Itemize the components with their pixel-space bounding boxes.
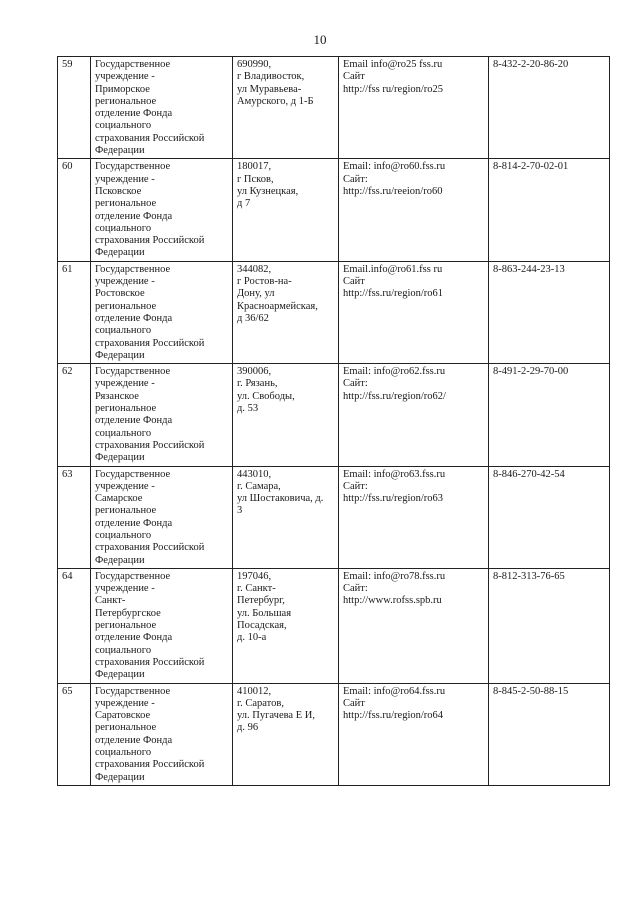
table-row <box>58 261 610 363</box>
postal-address: 197046, г. Санкт- Петербург, ул. Большая Посадская, д. 10-а <box>233 568 339 683</box>
row-number: 59 <box>58 57 91 159</box>
email-and-website: Email: info@ro60.fss.ru Сайт: http://fss.ru/reeion/ro60 <box>339 159 489 261</box>
row-number: 61 <box>58 261 91 363</box>
postal-address: 180017, г Псков, ул Кузнецкая, д 7 <box>233 159 339 261</box>
postal-address: 443010, г. Самара, ул Шостаковича, д. 3 <box>233 466 339 568</box>
organization-name: Государственное учреждение - Саратовское региональное отделение Фонда социального страхования Российской Федерации <box>91 683 233 785</box>
email-and-website: Email: info@ro64.fss.ru Сайт http://fss.ru/region/ro64 <box>339 683 489 785</box>
organization-name: Государственное учреждение - Псковское региональное отделение Фонда социального страхования Российской Федерации <box>91 159 233 261</box>
table-row <box>58 568 610 683</box>
phone-number: 8-812-313-76-65 <box>489 568 610 683</box>
page-number: 10 <box>313 32 327 47</box>
phone-number: 8-491-2-29-70-00 <box>489 364 610 466</box>
organization-name: Государственное учреждение - Приморское региональное отделение Фонда социального страхования Российской Федерации <box>91 57 233 159</box>
organization-name: Государственное учреждение - Санкт- Петербургское региональное отделение Фонда социального страхования Российской Федерации <box>91 568 233 683</box>
phone-number: 8-814-2-70-02-01 <box>489 159 610 261</box>
email-and-website: Email: info@ro62.fss.ru Сайт: http://fss.ru/region/ro62/ <box>339 364 489 466</box>
phone-number: 8-432-2-20-86-20 <box>489 57 610 159</box>
email-and-website: Email: info@ro63.fss.ru Сайт: http://fss.ru/region/ro63 <box>339 466 489 568</box>
organization-name: Государственное учреждение - Рязанское региональное отделение Фонда социального страхования Российской Федерации <box>91 364 233 466</box>
row-number: 62 <box>58 364 91 466</box>
table-row <box>58 159 610 261</box>
organization-name: Государственное учреждение - Ростовское региональное отделение Фонда социального страхования Российской Федерации <box>91 261 233 363</box>
fss-offices-table <box>57 56 610 786</box>
row-number: 63 <box>58 466 91 568</box>
phone-number: 8-845-2-50-88-15 <box>489 683 610 785</box>
email-and-website: Email info@ro25 fss.ru Сайт http://fss ru/region/ro25 <box>339 57 489 159</box>
postal-address: 344082, г Ростов-на- Дону, ул Красноармейская, д 36/62 <box>233 261 339 363</box>
table-row <box>58 683 610 785</box>
email-and-website: Email: info@ro78.fss.ru Сайт: http://www.rofss.spb.ru <box>339 568 489 683</box>
postal-address: 410012, г. Саратов, ул. Пугачева Е И, д. 96 <box>233 683 339 785</box>
email-and-website: Email.info@ro61.fss ru Сайт http://fss.ru/region/ro61 <box>339 261 489 363</box>
table-row <box>58 466 610 568</box>
postal-address: 390006, г. Рязань, ул. Свободы, д. 53 <box>233 364 339 466</box>
table-row <box>58 364 610 466</box>
organization-name: Государственное учреждение - Самарское региональное отделение Фонда социального страхования Российской Федерации <box>91 466 233 568</box>
row-number: 64 <box>58 568 91 683</box>
row-number: 60 <box>58 159 91 261</box>
postal-address: 690990, г Владивосток, ул Муравьева- Амурского, д 1-Б <box>233 57 339 159</box>
phone-number: 8-863-244-23-13 <box>489 261 610 363</box>
phone-number: 8-846-270-42-54 <box>489 466 610 568</box>
row-number: 65 <box>58 683 91 785</box>
table-row <box>58 57 610 159</box>
